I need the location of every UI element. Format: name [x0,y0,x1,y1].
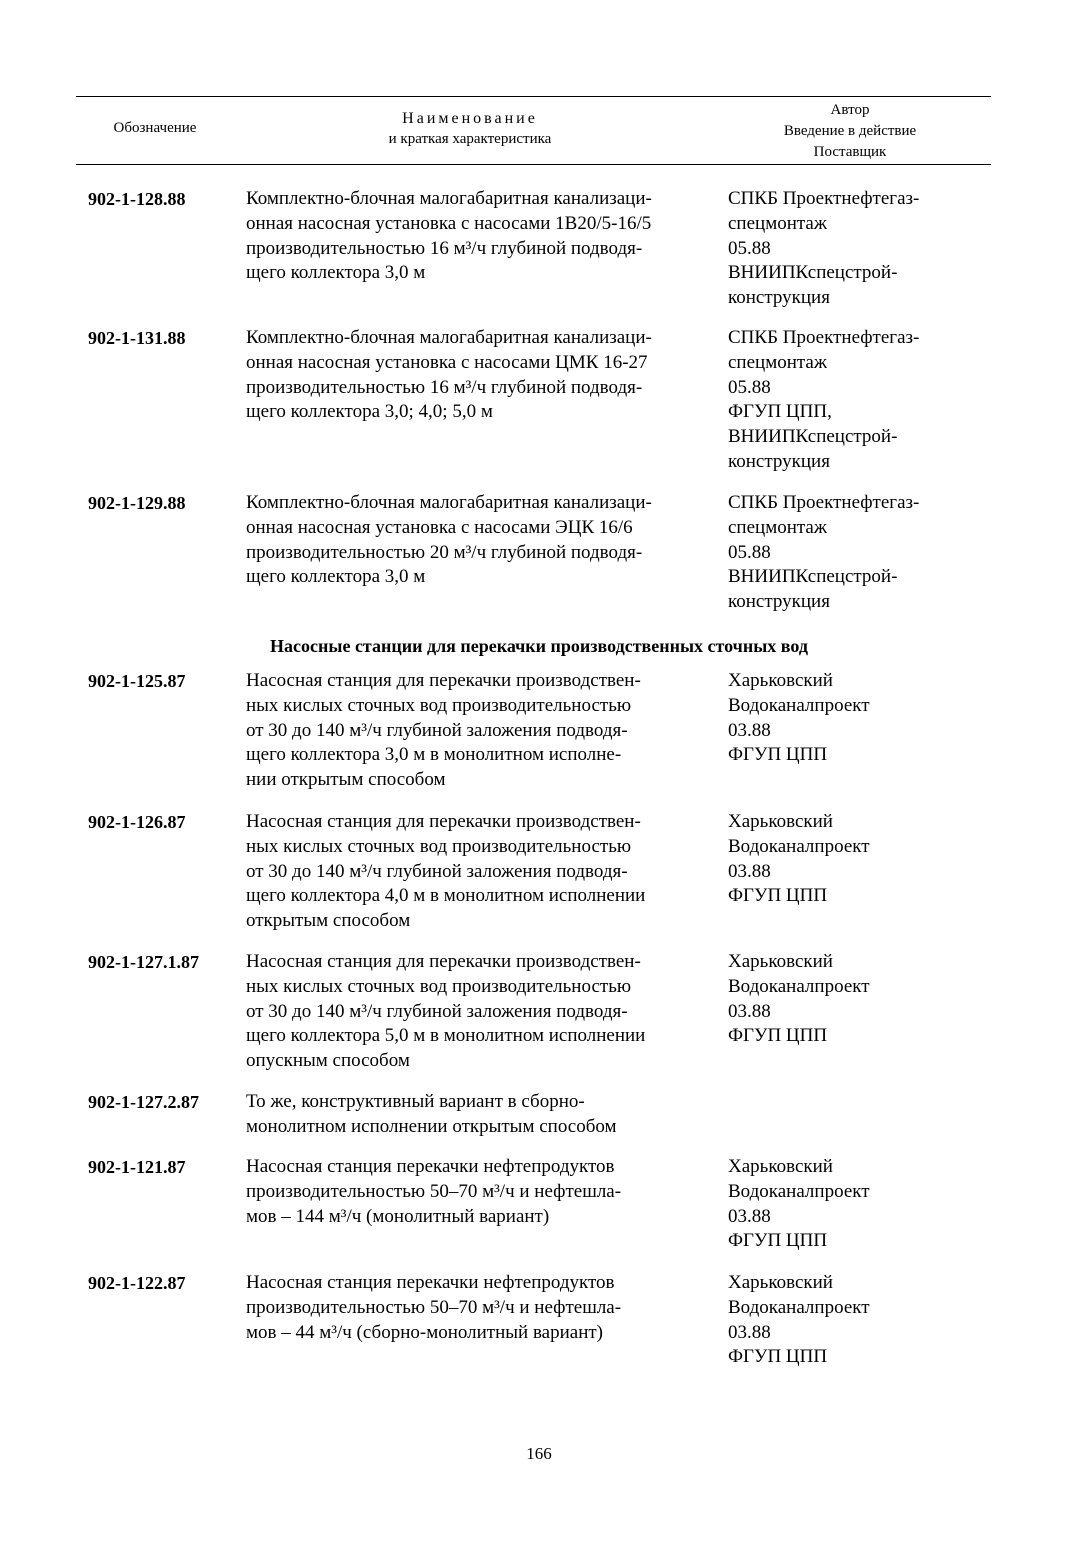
column-header-author-line: Поставщик [813,144,887,160]
text-line: спецмонтаж [728,516,827,538]
column-header-name-title: Наименование [402,110,538,127]
column-header-code: Обозначение [113,120,197,136]
entry-description [246,1090,696,1140]
text-line: щего коллектора 3,0 м [246,262,426,284]
text-line: Харьковский [728,1272,833,1293]
entry-author [728,1155,988,1254]
text-line: Насосная станция для перекачки производствен- [246,951,641,972]
entry-author [728,187,988,311]
text-line: Комплектно-блочная малогабаритная канализаци- [246,492,652,513]
text-line: спецмонтаж [728,212,827,234]
text-line: Харьковский [728,1156,833,1177]
text-line: СПКБ Проектнефтегаз- [728,492,920,513]
text-line: Комплектно-блочная малогабаритная канализаци- [246,327,652,348]
text-line: производительностью 50–70 м³/ч и нефтешла- [246,1296,622,1318]
text-line: конструкция [728,591,830,613]
entry-description [246,950,696,1074]
section-title: Насосные станции для перекачки производственных сточных вод [270,636,808,656]
entry-code: 902-1-131.88 [88,328,186,348]
text-line: 03.88 [728,860,771,882]
column-header-name-subtitle: и краткая характеристика [388,131,552,147]
text-line: 05.88 [728,541,771,563]
text-line: мов – 44 м³/ч (сборно-монолитный вариант) [246,1321,604,1343]
text-line: Комплектно-блочная малогабаритная канализаци- [246,188,652,209]
text-line: щего коллектора 3,0 м в монолитном исполне- [246,744,622,766]
text-line: ФГУП ЦПП [728,1230,828,1252]
text-line: щего коллектора 3,0; 4,0; 5,0 м [246,401,493,423]
text-line: Харьковский [728,951,833,972]
text-line: онная насосная установка с насосами 1В20/5-16/5 [246,212,652,234]
text-line: 03.88 [728,1205,771,1227]
column-header-author-line: Автор [830,102,870,118]
text-line: 03.88 [728,1000,771,1022]
entry-description [246,810,696,934]
text-line: от 30 до 140 м³/ч глубиной заложения подводя- [246,719,628,741]
text-line: от 30 до 140 м³/ч глубиной заложения подводя- [246,1000,628,1022]
entry-code: 902-1-121.87 [88,1157,186,1177]
entry-author [728,950,988,1049]
entry-description [246,1271,696,1345]
text-line: ФГУП ЦПП [728,885,828,907]
text-line: Харьковский [728,811,833,832]
text-line: щего коллектора 3,0 м [246,566,426,588]
text-line: производительностью 50–70 м³/ч и нефтешла- [246,1180,622,1202]
text-line: ных кислых сточных вод производительностью [246,975,632,997]
text-line: СПКБ Проектнефтегаз- [728,188,920,209]
text-line: от 30 до 140 м³/ч глубиной заложения подводя- [246,860,628,882]
entry-code: 902-1-127.1.87 [88,952,199,972]
text-line: ФГУП ЦПП [728,744,828,766]
text-line: ВНИИПКспецстрой- [728,566,898,588]
text-line: ных кислых сточных вод производительностью [246,694,632,716]
entry-code: 902-1-127.2.87 [88,1092,199,1112]
entry-author [728,1271,988,1370]
column-header-author-line: Введение в действие [783,123,917,139]
text-line: ВНИИПКспецстрой- [728,426,898,448]
text-line: конструкция [728,450,830,472]
text-line: конструкция [728,287,830,309]
entry-author [728,810,988,909]
text-line: СПКБ Проектнефтегаз- [728,327,920,348]
text-line: Водоканалпроект [728,1180,870,1202]
text-line: 03.88 [728,719,771,741]
text-line: ных кислых сточных вод производительностью [246,835,632,857]
text-line: Насосная станция перекачки нефтепродуктов [246,1272,615,1293]
text-line: То же, конструктивный вариант в сборно- [246,1091,585,1112]
text-line: производительностью 20 м³/ч глубиной подводя- [246,541,643,563]
column-header-author [730,100,970,163]
entry-code: 902-1-129.88 [88,493,186,513]
text-line: мов – 144 м³/ч (монолитный вариант) [246,1205,550,1227]
text-line: 03.88 [728,1321,771,1343]
column-header-name [245,109,695,149]
entry-description [246,491,696,590]
entry-description [246,1155,696,1229]
entry-author [728,326,988,475]
entry-description [246,326,696,425]
text-line: спецмонтаж [728,351,827,373]
text-line: Харьковский [728,670,833,691]
text-line: ФГУП ЦПП [728,1025,828,1047]
entry-author [728,669,988,768]
text-line: ФГУП ЦПП, [728,401,832,423]
header-top-rule [76,96,991,97]
entry-code: 902-1-122.87 [88,1273,186,1293]
entry-code: 902-1-128.88 [88,189,186,209]
entry-author [728,491,988,615]
text-line: нии открытым способом [246,769,446,791]
entry-code: 902-1-126.87 [88,812,186,832]
text-line: Водоканалпроект [728,1296,870,1318]
text-line: ФГУП ЦПП [728,1346,828,1368]
text-line: 05.88 [728,376,771,398]
text-line: Водоканалпроект [728,694,870,716]
text-line: Водоканалпроект [728,835,870,857]
text-line: Насосная станция для перекачки производствен- [246,811,641,832]
text-line: производительностью 16 м³/ч глубиной подводя- [246,376,643,398]
entry-description [246,187,696,286]
text-line: монолитном исполнении открытым способом [246,1115,617,1137]
text-line: Водоканалпроект [728,975,870,997]
text-line: открытым способом [246,910,411,932]
text-line: Насосная станция перекачки нефтепродуктов [246,1156,615,1177]
text-line: онная насосная установка с насосами ЭЦК 16/6 [246,516,633,538]
text-line: щего коллектора 5,0 м в монолитном исполнении [246,1025,646,1047]
text-line: щего коллектора 4,0 м в монолитном исполнении [246,885,646,907]
page-number: 166 [526,1444,552,1463]
entry-code: 902-1-125.87 [88,671,186,691]
header-bottom-rule [76,164,991,165]
entry-description [246,669,696,793]
text-line: 05.88 [728,237,771,259]
text-line: Насосная станция для перекачки производствен- [246,670,641,691]
text-line: ВНИИПКспецстрой- [728,262,898,284]
text-line: онная насосная установка с насосами ЦМК 16-27 [246,351,648,373]
text-line: опускным способом [246,1050,410,1072]
text-line: производительностью 16 м³/ч глубиной подводя- [246,237,643,259]
